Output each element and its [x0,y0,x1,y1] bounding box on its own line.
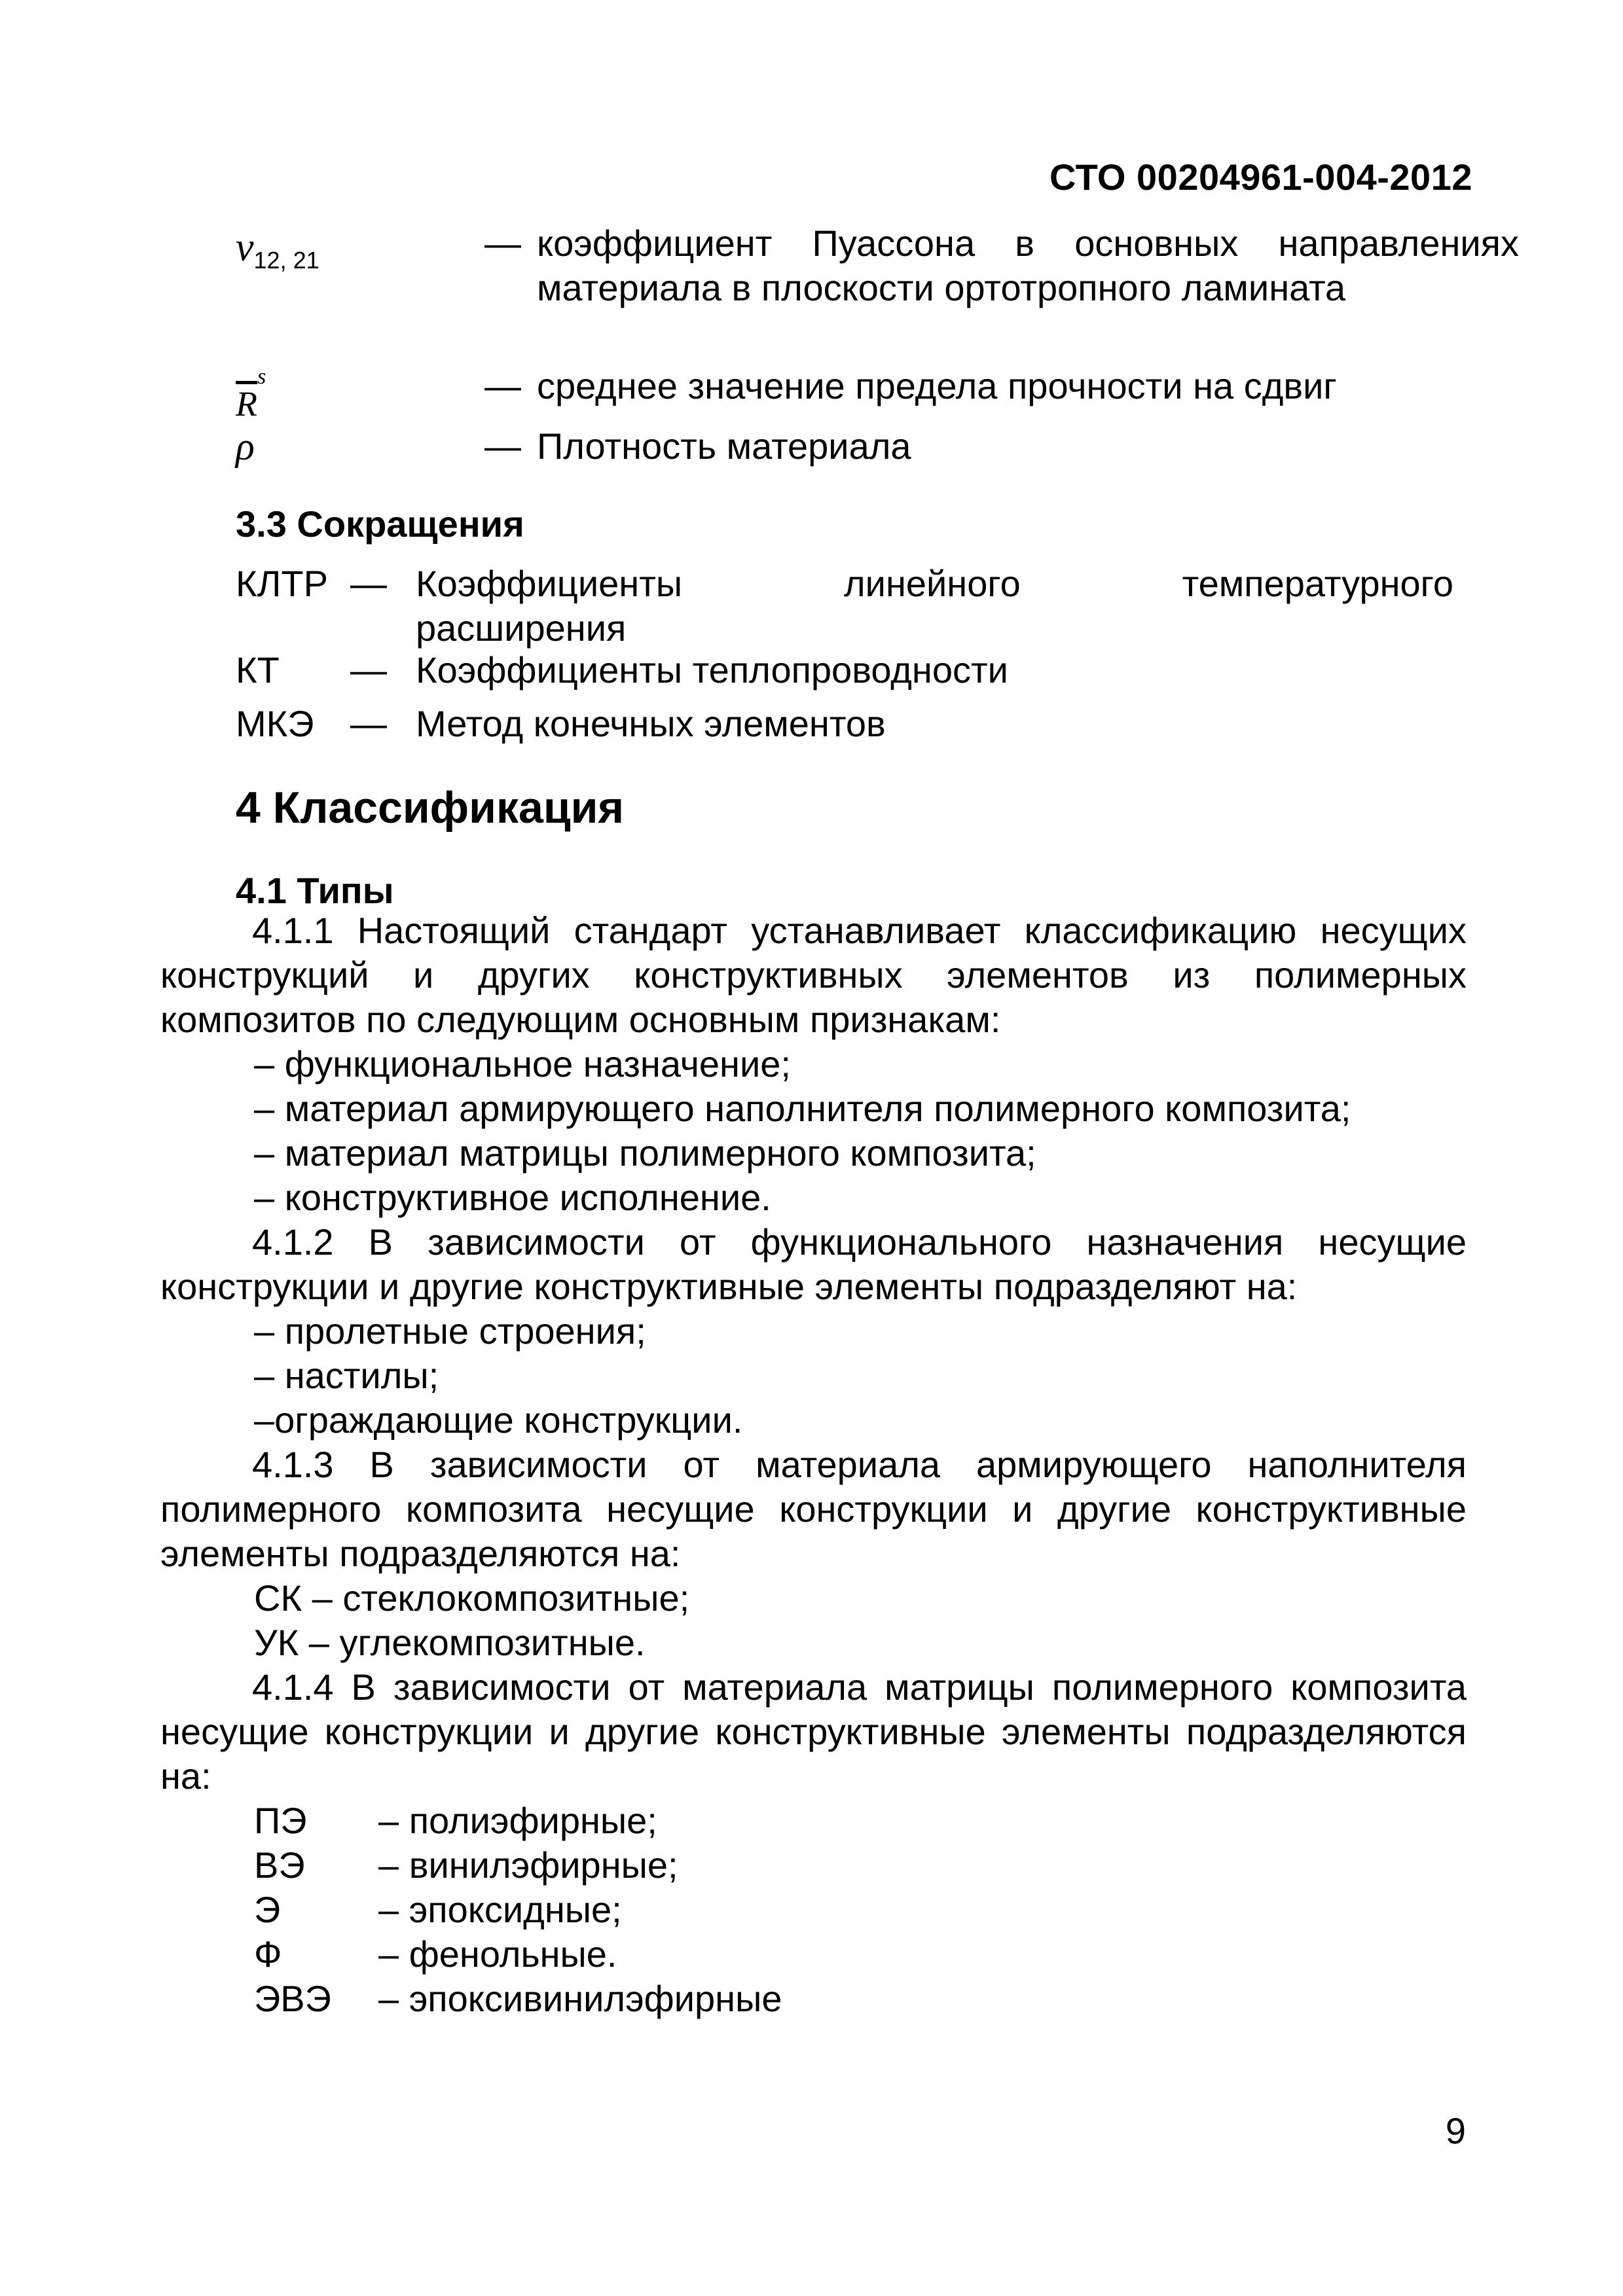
list-item: СК – стеклокомпозитные; [254,1577,690,1619]
matrix-code: ВЭ [254,1844,305,1886]
matrix-description: – эпоксивинилэфирные [378,1978,782,2019]
symbol-row-density [236,424,1480,470]
matrix-code: ПЭ [254,1800,307,1841]
document-code: СТО 00204961-004-2012 [1049,156,1472,198]
symbol-row-shear-strength [236,364,1480,423]
list-item: – конструктивное исполнение. [254,1177,771,1218]
paragraph-4-1-2: 4.1.2 В зависимости от функционального назначения несущие конструкции и другие конструктивные элементы подразделяют на: [160,1221,1467,1307]
dash: — [350,703,387,744]
list-item: –ограждающие конструкции. [254,1399,743,1441]
abbreviation-description: Коэффициенты теплопроводности [416,649,1008,691]
section-3-3-title: 3.3 Сокращения [236,503,524,545]
paragraph-4-1-1: 4.1.1 Настоящий стандарт устанавливает классификацию несущих конструкций и других конструктивных элементов из полимерных композитов по следующим основным признакам: [160,910,1467,1040]
symbol-row-poisson [236,221,1519,359]
abbreviation-row [236,702,1480,747]
symbol-description: Плотность материала [537,425,911,467]
list-item: УК – углекомпозитные. [254,1622,646,1663]
symbol-rho: ρ [236,425,255,468]
dash: — [484,223,521,264]
list-item: – настилы; [254,1355,439,1396]
section-4-title: 4 Классификация [236,783,625,833]
matrix-description: – винилэфирные; [378,1844,678,1886]
section-4-1-title: 4.1 Типы [236,870,394,911]
dash: — [484,425,521,467]
symbol-description: коэффициент Пуассона в основных направлениях материала в плоскости ортотропного ламината [537,223,1519,308]
matrix-code: ЭВЭ [254,1978,331,2019]
abbreviation-description-cont: расширения [416,607,627,649]
dash: — [350,563,387,604]
matrix-description: – эпоксидные; [378,1889,622,1930]
page-number: 9 [1445,2110,1466,2151]
abbreviation-description: Коэффициенты линейного температурного [416,563,1453,604]
list-item: – функциональное назначение; [254,1043,791,1085]
matrix-description: – полиэфирные; [378,1800,657,1841]
matrix-code: Ф [254,1933,282,1975]
symbol-nu: $\nu_{12, 21}$ [236,225,319,274]
symbol-description: среднее значение предела прочности на сдвиг [537,365,1337,406]
dash: — [484,365,521,406]
symbol-r-bar: $\overline{R}^s$ [236,365,266,423]
matrix-description: – фенольные. [378,1933,617,1975]
abbreviation-description: Метод конечных элементов [416,703,886,744]
list-item: – пролетные строения; [254,1310,646,1352]
abbreviation-row [236,648,1480,694]
paragraph-4-1-3: 4.1.3 В зависимости от материала армирующего наполнителя полимерного композита несущие конструкции и другие конструктивные элементы подразделяются на: [160,1444,1467,1574]
abbreviation-code: КЛТР [236,563,328,604]
abbreviation-code: КТ [236,649,280,691]
matrix-code: Э [254,1889,281,1930]
dash: — [350,649,387,691]
list-item: – материал матрицы полимерного композита; [254,1132,1036,1174]
abbreviation-code: МКЭ [236,703,314,744]
list-item: – материал армирующего наполнителя полимерного композита; [254,1088,1351,1129]
abbreviation-row [236,562,1480,653]
paragraph-4-1-4: 4.1.4 В зависимости от материала матрицы полимерного композита несущие конструкции и другие конструктивные элементы подразделяются на: [160,1666,1467,1797]
